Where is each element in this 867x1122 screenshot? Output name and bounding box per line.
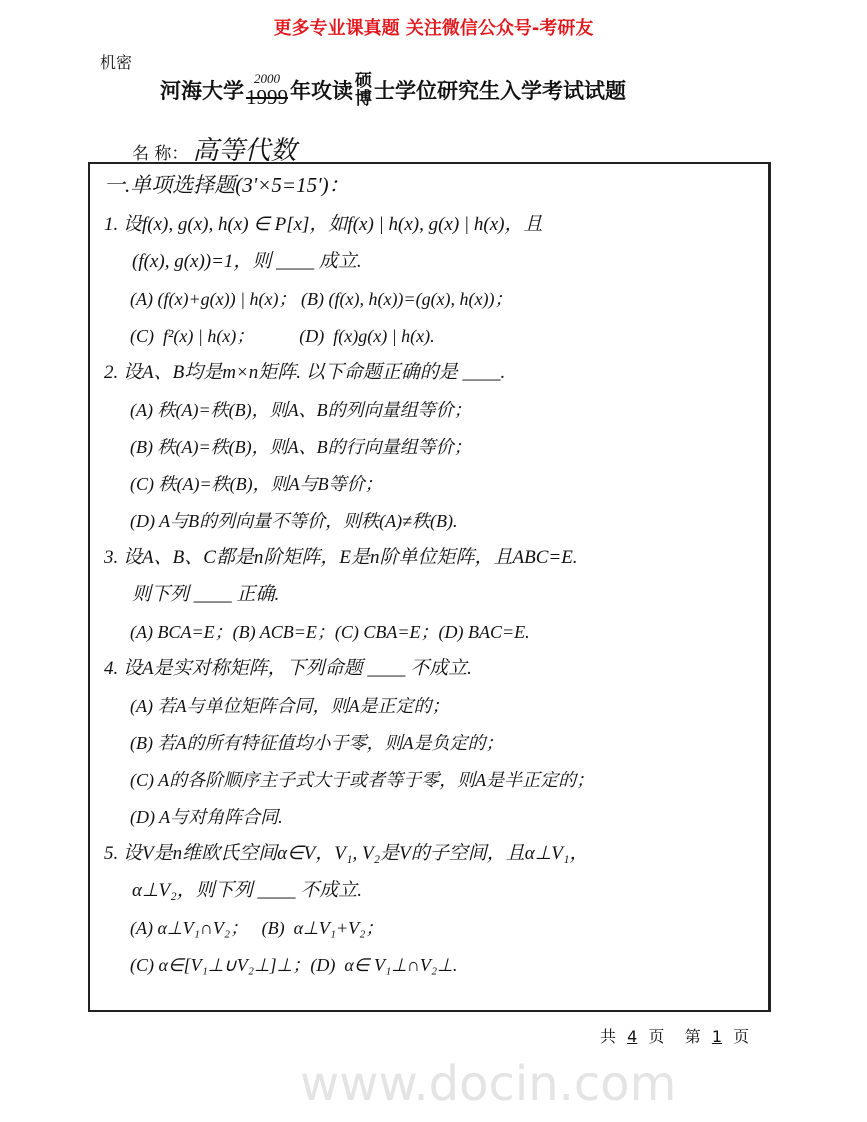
year-struck: 1999 xyxy=(246,84,288,109)
section-heading: 一.单项选择题(3'×5=15')： xyxy=(104,173,350,197)
q5-option-ab: (A) α⊥V₁∩V₂； (B) α⊥V₁+V₂； xyxy=(130,918,384,938)
current-prefix: 第 xyxy=(684,1027,701,1046)
total-prefix: 共 xyxy=(600,1027,617,1046)
degree-choice xyxy=(355,72,372,108)
q4-option-d: (D) A与对角阵合同. xyxy=(130,807,283,827)
title-suffix: 士学位研究生入学考试试题 xyxy=(374,78,626,103)
subject-label: 名 称： xyxy=(132,144,189,164)
q1-option-ab: (A) (f(x)+g(x)) | h(x)； (B) (f(x), h(x))=(g(x), h(x))； xyxy=(130,289,513,309)
subject-value: 高等代数 xyxy=(192,136,297,165)
question-box xyxy=(88,162,771,1012)
exam-title xyxy=(160,72,626,108)
degree-doctor: 博 xyxy=(355,88,372,108)
current-suffix: 页 xyxy=(733,1027,750,1046)
current-page: 1 xyxy=(711,1027,723,1046)
title-mid: 年攻读 xyxy=(290,78,353,103)
q1-line-2: (f(x), g(x))=1，则 ____ 成立. xyxy=(132,251,362,272)
q4-option-a: (A) 若A与单位矩阵合同，则A是正定的； xyxy=(130,696,450,716)
q3-line-1: 3. 设A、B、C都是n阶矩阵，E是n阶单位矩阵，且ABC=E. xyxy=(104,547,578,568)
page-footer xyxy=(600,1024,749,1047)
q2-option-d: (D) A与B的列向量不等价，则秩(A)≠秩(B). xyxy=(130,511,458,531)
q1-line-1: 1. 设f(x), g(x), h(x) ∈ P[x]，如f(x) | h(x), g(x) | h(x)，且 xyxy=(104,214,543,235)
total-pages: 4 xyxy=(627,1027,638,1046)
q4-option-b: (B) 若A的所有特征值均小于零，则A是负定的； xyxy=(130,733,504,753)
q3-line-2: 则下列 ____ 正确. xyxy=(132,584,280,605)
year-group xyxy=(246,72,288,108)
title-prefix: 河海大学 xyxy=(160,78,244,103)
q5-option-cd: (C) α∈[V₁⊥∪V₂⊥]⊥；(D) α∈ V₁⊥∩V₂⊥. xyxy=(130,955,458,975)
q2-option-a: (A) 秩(A)=秩(B)，则A、B的列向量组等价； xyxy=(130,400,472,420)
q2-option-c: (C) 秩(A)=秩(B)，则A与B等价； xyxy=(130,474,383,494)
q4-option-c: (C) A的各阶顺序主子式大于或者等于零，则A是半正定的； xyxy=(130,770,595,790)
q4-line-1: 4. 设A是实对称矩阵，下列命题 ____ 不成立. xyxy=(104,658,472,679)
degree-master: 硕 xyxy=(355,71,372,90)
q5-line-2: α⊥V₂，则下列 ____ 不成立. xyxy=(132,880,362,901)
confidential-label: 机密 xyxy=(100,53,133,72)
q2-option-b: (B) 秩(A)=秩(B)，则A、B的行向量组等价； xyxy=(130,437,472,457)
watermark: www.docin.com xyxy=(300,1056,677,1112)
q3-options: (A) BCA=E；(B) ACB=E；(C) CBA=E；(D) BAC=E. xyxy=(130,622,530,642)
q1-option-cd: (C) f²(x) | h(x)； (D) f(x)g(x) | h(x). xyxy=(130,326,435,346)
q5-line-1: 5. 设V是n维欧氏空间α∈V，V₁, V₂是V的子空间，且α⊥V₁， xyxy=(104,843,589,864)
year-handwritten: 2000 xyxy=(254,71,280,86)
total-suffix: 页 xyxy=(648,1027,665,1046)
promo-banner: 更多专业课真题 关注微信公众号-考研友 xyxy=(273,18,594,39)
q2-line-1: 2. 设A、B均是m×n矩阵. 以下命题正确的是 ____. xyxy=(104,362,506,383)
